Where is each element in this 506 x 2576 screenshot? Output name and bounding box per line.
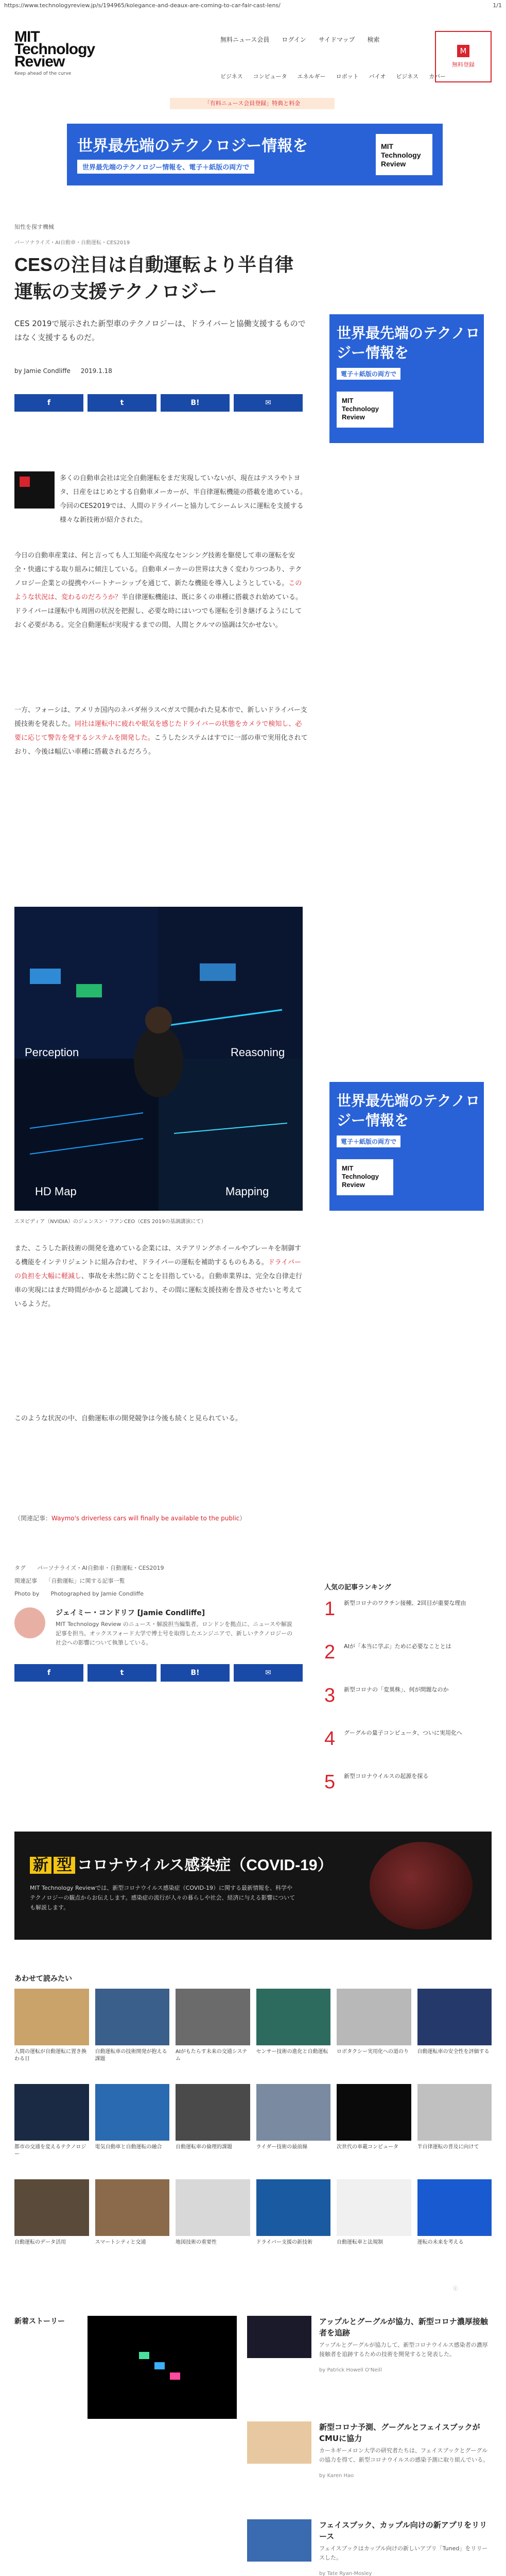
related-link[interactable]: Waymo's driverless cars will finally be available to the public — [51, 1515, 240, 1522]
related-thumbnail — [95, 1989, 170, 2045]
related-card[interactable] — [176, 1989, 250, 2079]
photo-caption: エヌビディア（NVIDIA）のジェンスン・フアンCEO（CES 2019の基調講演にて） — [14, 1219, 206, 1225]
email-share-button[interactable]: ✉ — [234, 1664, 303, 1682]
related-title: 都市の交通を変えるテクノロジー — [14, 2144, 86, 2157]
related-title: 電気自動車と自動運転の融合 — [95, 2144, 162, 2150]
featured-image-art — [88, 2316, 237, 2419]
related-thumbnail — [417, 2084, 492, 2141]
article-paragraph — [14, 549, 308, 632]
related-thumbnail — [14, 2179, 89, 2236]
article-meta-tags[interactable]: タグ パーソナライズ・AI自動車・自動運転・CES2019 — [14, 1565, 164, 1571]
section-item[interactable]: カバー — [429, 73, 446, 80]
share-bar-top — [14, 394, 303, 412]
related-thumbnail — [417, 2179, 492, 2236]
hatena-share-button[interactable]: B! — [161, 1664, 230, 1682]
section-item[interactable]: ロボット — [336, 73, 359, 80]
page-number: 1/1 — [493, 2, 502, 9]
intro-text: 多くの自動車会社は完全自動運転をまだ実現していないが、現在はテスラやトヨタ、日産をはじめとする自動車メーカーが、半自律運転機能の搭載を進めている。今回のCES2019では、人間のドライバーと協力してシームレスに運転を支援する様々な新技術が紹介された。 — [60, 474, 307, 524]
rank-number: 3 — [324, 1685, 336, 1706]
article-paragraph — [14, 1242, 308, 1311]
article-tags: パーソナライズ・AI自動車・自動運転・CES2019 — [14, 240, 130, 246]
related-card[interactable] — [337, 2179, 411, 2269]
banner-pill: 世界最先端のテクノロジー情報を、電子＋紙版の両方で — [77, 160, 254, 174]
banner-pill: 電子＋紙版の両方で — [337, 368, 400, 380]
author-avatar — [14, 1607, 45, 1638]
ad-label: ⓘ — [453, 2286, 458, 2292]
email-share-button[interactable]: ✉ — [234, 394, 303, 412]
covid-title: コロナウイルス感染症（COVID-19） — [77, 1857, 333, 1874]
section-item[interactable]: コンピュータ — [253, 73, 287, 80]
related-card[interactable] — [337, 2084, 411, 2174]
covid-feature-banner[interactable] — [14, 1832, 492, 1940]
story-author: by Tate Ryan-Mosley — [319, 2571, 372, 2576]
promo-strip[interactable]: 「有料ニュース会員登録」特典と料金 — [170, 98, 335, 109]
author-box — [14, 1607, 303, 1656]
related-thumbnail — [14, 1989, 89, 2045]
rank-title: グーグルの量子コンピュータ、ついに実用化へ — [344, 1730, 463, 1736]
paragraph-text: 今日の自動車産業は、何と言っても人工知能や高度なセンシング技術を駆使して車の運転を安全・快適にする取り組みに傾注している。自動車メーカーの世界は大きく変わりつつあり、テクノロジー企業との提携やパートナーシップを通じて、新たな機能を導入しようとしている。 — [14, 552, 302, 587]
related-thumbnail — [417, 1989, 492, 2045]
ranking-sidebar — [324, 1582, 484, 1815]
new-stories-heading: 新着ストーリー — [14, 2317, 65, 2326]
paragraph-text: 、事故を未然に防ぐことを目指している。自動車業界は、完全な自律走行車の実現にはまだ時間がかかると認識しており、その間に運転支援技術を普及させたいと考えているようだ。 — [14, 1273, 303, 1308]
virus-illustration — [370, 1842, 473, 1929]
related-thumbnail — [176, 2179, 250, 2236]
rank-number: 1 — [324, 1598, 336, 1620]
highlight-link[interactable]: ドライバーの負担を大幅に軽減し — [14, 1259, 302, 1280]
banner-pill: 電子＋紙版の両方で — [337, 1136, 400, 1147]
related-thumbnail — [256, 2084, 331, 2141]
related-card[interactable] — [95, 2179, 170, 2269]
related-title: 地図技術の重要性 — [176, 2240, 217, 2245]
twitter-share-button[interactable]: t — [88, 1664, 156, 1682]
related-title: 自動運転車と法規制 — [337, 2240, 383, 2245]
highlight-text: このような状況は、変わるのだろうか？ — [14, 580, 302, 601]
ranking-item[interactable] — [324, 1728, 484, 1760]
url-bar[interactable] — [0, 0, 506, 11]
note-text: ） — [239, 1515, 246, 1522]
paragraph-text: また、こうした新技術の開発を進めている企業には、ステアリングホイールやブレーキを制御する機能をインテリジェントに組み合わせ、ドライバーの運転を補助するものもある。 — [14, 1245, 302, 1266]
banner-brand: MIT Technology Review — [337, 1159, 393, 1195]
article-intro — [14, 471, 308, 546]
article-meta-related[interactable]: 関連記事 「自動運転」に関する記事一覧 — [14, 1578, 125, 1584]
author-link[interactable]: by Jamie Condliffe — [14, 367, 71, 375]
article-paragraph — [14, 703, 308, 759]
related-thumbnail — [95, 2179, 170, 2236]
related-card[interactable] — [417, 2179, 492, 2269]
site-header — [14, 28, 492, 88]
top-nav — [220, 35, 380, 44]
banner-headline: 世界最先端のテクノロジー情報を — [337, 325, 480, 361]
related-title: 次世代の車載コンピュータ — [337, 2144, 398, 2150]
related-title: 人間の運転が自動運転に置き換わる日 — [14, 2049, 86, 2062]
ranking-item[interactable] — [324, 1599, 484, 1631]
rank-title: 新型コロナの「変異株」、何が問題なのか — [344, 1686, 449, 1693]
story-item[interactable] — [247, 2519, 492, 2576]
banner-headline: 世界最先端のテクノロジー情報を — [77, 138, 308, 155]
logo-line-3: Review — [14, 53, 65, 70]
related-card[interactable] — [417, 2084, 492, 2174]
ranking-item[interactable] — [324, 1642, 484, 1674]
related-title: 運転の未来を考える — [417, 2240, 464, 2245]
author-description: MIT Technology Review のニュース・解説担当編集者。ロンドンを拠点に、ニュースや解説記事を担当。オックスフォード大学で博士号を取得したエンジニアで、新しいテクノロジーの社会への影響について執筆している。 — [56, 1621, 293, 1646]
photo-label-hd-map: HD Map — [35, 1185, 77, 1198]
story-title: フェイスブック、カップル向けの新アプリをリリース — [319, 2520, 487, 2541]
covid-badge-new: 新 — [30, 1857, 51, 1874]
nav-item-free-member[interactable]: 無料ニュース会員 — [220, 36, 270, 43]
nav-item-login[interactable]: ログイン — [282, 36, 306, 43]
breadcrumb[interactable]: 知性を探す機械 — [14, 224, 54, 230]
rank-number: 4 — [324, 1728, 336, 1750]
article-paragraph: このような状況の中、自動運転車の開発競争は今後も続くと見られている。 — [14, 1415, 242, 1422]
subscribe-button[interactable] — [435, 31, 492, 82]
photo-label-mapping: Mapping — [225, 1185, 269, 1198]
covid-description: MIT Technology Reviewでは、新型コロナウイルス感染症（COVID-19）に関する最新情報を、科学やテクノロジーの観点からお伝えします。感染症の流行が人々の暮らしや社会、経済に与える影響についても解説します。 — [30, 1885, 295, 1911]
banner-headline: 世界最先端のテクノロジー情報を — [337, 1093, 480, 1128]
related-title: AIがもたらす未来の交通システム — [176, 2049, 248, 2062]
story-item[interactable] — [247, 2316, 492, 2403]
intro-thumbnail — [14, 471, 55, 509]
related-card[interactable] — [176, 2084, 250, 2174]
ranking-title: 人気の記事ランキング — [324, 1584, 391, 1591]
covid-badge-type: 型 — [54, 1857, 75, 1874]
rank-number: 5 — [324, 1771, 336, 1793]
ranking-item[interactable] — [324, 1772, 484, 1804]
paragraph-text: こうしたシステムはすでに一部の車で実用化されており、今後は幅広い車種に搭載されるだろう。 — [14, 734, 308, 756]
nav-item-search[interactable]: 検索 — [367, 36, 380, 43]
rank-title: 新型コロナウイルスの起源を探る — [344, 1773, 429, 1780]
article-photo — [14, 907, 303, 1211]
related-thumbnail — [176, 2084, 250, 2141]
article-title: CESの注目は自動運転より半自律運転の支援テクノロジー — [14, 254, 294, 302]
related-title: ロボタクシー実用化への道のり — [337, 2049, 409, 2055]
photo-label-perception: Perception — [25, 1046, 79, 1059]
related-card[interactable] — [337, 1989, 411, 2079]
related-title: ドライバー支援の新技術 — [256, 2240, 312, 2245]
side-ad-banner-2[interactable] — [329, 1082, 484, 1211]
story-description: カーネギーメロン大学の研究者たちは、フェイスブックとグーグルの協力を得て、新型コロナウイルスの感染予測に取り組んでいる。 — [319, 2447, 489, 2463]
hatena-share-button[interactable]: B! — [161, 394, 230, 412]
article-meta-photo: Photo by Photographed by Jamie Condliffe — [14, 1590, 144, 1597]
related-title: 自動運転車の技術開発が抱える課題 — [95, 2049, 167, 2062]
related-card[interactable] — [14, 2084, 89, 2174]
paragraph-text: 半自律運転機能は、既に多くの車種に搭載され始めている。ドライバーは運転中も周囲の状況を把握し、必要な時にはいつでも運転を引き継げるようにしておく必要がある。完全自動運転が実現するまでの間、人間とクルマの協調は欠かせない。 — [14, 594, 303, 629]
url-text: https://www.technologyreview.jp/s/194965/kolegance-and-deaux-are-coming-to-car-fair-cast-lens/ — [4, 2, 281, 9]
related-thumbnail — [256, 1989, 331, 2045]
subscribe-label: 無料登録 — [452, 61, 475, 68]
related-title: 自動運転車の倫理的課題 — [176, 2144, 232, 2150]
related-thumbnail — [14, 2084, 89, 2141]
side-ad-banner[interactable] — [329, 314, 484, 443]
story-title: アップルとグーグルが協力、新型コロナ濃厚接触者を追跡 — [319, 2317, 488, 2337]
related-thumbnail — [337, 2179, 411, 2236]
photo-label-reasoning: Reasoning — [231, 1046, 285, 1059]
story-title: 新型コロナ予測、グーグルとフェイスブックがCMUに協力 — [319, 2422, 480, 2443]
article-lede: CES 2019で展示された新型車のテクノロジーは、ドライバーと協働支援するものではなく支援するものだ。 — [14, 319, 306, 342]
related-card[interactable] — [95, 1989, 170, 2079]
rank-title: AIが「本当に学ぶ」ために必要なこととは — [344, 1643, 451, 1650]
related-card[interactable] — [256, 2084, 331, 2174]
related-title: センサー技術の進化と自動運転 — [256, 2049, 328, 2055]
story-thumbnail — [247, 2519, 311, 2562]
section-nav — [220, 72, 446, 80]
facebook-share-button[interactable]: f — [14, 1664, 83, 1682]
publish-date: 2019.1.18 — [80, 367, 112, 375]
related-thumbnail — [176, 1989, 250, 2045]
ranking-item[interactable] — [324, 1685, 484, 1717]
note-text: （関連記事： — [14, 1515, 52, 1522]
top-ad-banner[interactable] — [67, 124, 443, 185]
subscribe-icon: M — [457, 45, 469, 57]
related-card[interactable] — [95, 2084, 170, 2174]
story-description: フェイスブックはカップル向けの新しいアプリ「Tuned」をリリースした。 — [319, 2545, 488, 2561]
story-thumbnail — [247, 2421, 311, 2464]
story-item[interactable] — [247, 2421, 492, 2509]
section-item[interactable]: バイオ — [369, 73, 386, 80]
rank-title: 新型コロナのワクチン接種、2回目が重要な理由 — [344, 1600, 466, 1606]
related-title: ライダー技術の最前線 — [256, 2144, 308, 2150]
facebook-share-button[interactable]: f — [14, 394, 83, 412]
related-thumbnail — [337, 2084, 411, 2141]
related-title: 半自律運転の普及に向けて — [417, 2144, 479, 2150]
story-thumbnail — [247, 2316, 311, 2358]
section-item[interactable]: ビジネス — [220, 73, 243, 80]
logo-tagline: Keep ahead of the curve — [14, 71, 72, 76]
related-card[interactable] — [256, 1989, 331, 2079]
related-title: スマートシティと交通 — [95, 2240, 146, 2245]
related-card[interactable] — [14, 2179, 89, 2269]
banner-brand: MIT Technology Review — [376, 134, 432, 175]
logo-line-2: Technology — [14, 41, 95, 58]
story-author: by Karen Hao — [319, 2473, 354, 2479]
rank-number: 2 — [324, 1641, 336, 1663]
related-thumbnail — [95, 2084, 170, 2141]
banner-brand: MIT Technology Review — [337, 392, 393, 428]
related-grid — [14, 1989, 492, 2269]
story-author: by Patrick Howell O'Neill — [319, 2367, 382, 2373]
paragraph-text: 一方、フォーシは、アメリカ国内のネバダ州ラスベガスで開かれた見本市で、新しいドライバー支援技術を発表した。 — [14, 706, 307, 728]
logo-mark-icon — [20, 477, 30, 487]
related-title: 自動運転車の安全性を評価する — [417, 2049, 490, 2055]
section-item[interactable]: エネルギー — [297, 73, 326, 80]
highlight-link[interactable]: 同社は運転中に疲れや眠気を感じたドライバーの状態をカメラで検知し、必要に応じて警告を発するシステムを開発した。 — [14, 720, 302, 742]
related-title: 自動運転のデータ活用 — [14, 2240, 66, 2245]
related-card[interactable] — [417, 1989, 492, 2079]
featured-image[interactable] — [88, 2316, 237, 2419]
section-item[interactable]: ビジネス — [396, 73, 419, 80]
related-heading: あわせて読みたい — [14, 1975, 72, 1983]
nav-item-sitemap[interactable]: サイドマップ — [318, 36, 355, 43]
byline — [14, 367, 112, 375]
related-card[interactable] — [256, 2179, 331, 2269]
share-bar-bottom — [14, 1664, 303, 1682]
author-name[interactable]: ジェイミー・コンドリフ [Jamie Condliffe] — [56, 1609, 205, 1617]
logo-line-1: MIT — [14, 28, 40, 45]
related-thumbnail — [256, 2179, 331, 2236]
covid-heading — [30, 1852, 333, 1875]
site-logo[interactable] — [14, 28, 95, 70]
related-note — [14, 1512, 308, 1525]
related-card[interactable] — [176, 2179, 250, 2269]
story-description: アップルとグーグルが協力して、新型コロナウイルス感染者の濃厚接触者を追跡するための技術を開発すると発表した。 — [319, 2342, 488, 2358]
related-card[interactable] — [14, 1989, 89, 2079]
related-thumbnail — [337, 1989, 411, 2045]
twitter-share-button[interactable]: t — [88, 394, 156, 412]
